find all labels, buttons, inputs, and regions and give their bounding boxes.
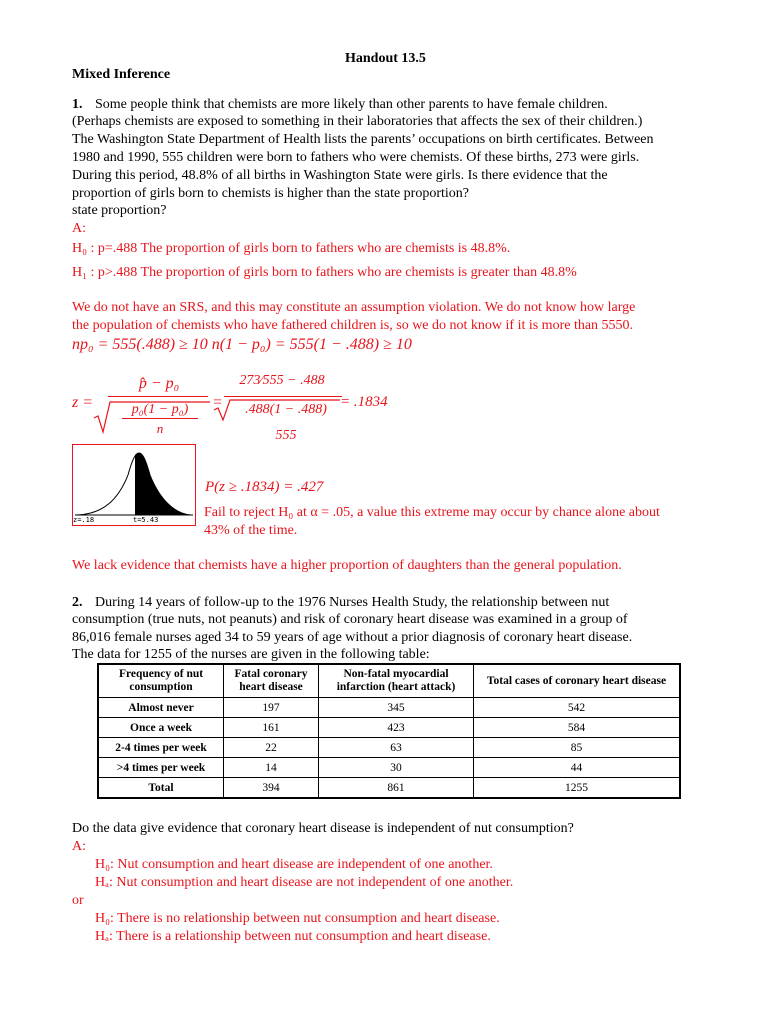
q1-text-line: During this period, 48.8% of all births in Washington State were girls. Is there evidence that the — [72, 168, 608, 183]
table-row — [98, 758, 680, 778]
z-numerator: p̂ − p₀ — [138, 375, 180, 392]
z-denominator-n-value: 555 — [275, 428, 297, 443]
q2-null-hypothesis-b: H₀: There is no relationship between nut consumption and heart disease. — [95, 911, 500, 926]
q1-assumption-line: the population of chemists who have fathered children is, so we do not know if it is more than 5550. — [72, 318, 634, 333]
table-header: Total cases of coronary heart disease — [474, 664, 681, 698]
table-cell: 161 — [224, 718, 319, 738]
table-header: Frequency of nut consumption — [98, 664, 224, 698]
page-title: Handout 13.5 — [345, 51, 426, 66]
q2-or-label: or — [72, 893, 84, 908]
table-cell: 1255 — [474, 778, 681, 799]
normal-curve-graph — [72, 444, 196, 526]
q1-text-line: proportion of girls born to chemists is higher than the state proportion? — [72, 186, 469, 201]
q2-answer-label: A: — [72, 839, 86, 854]
table-cell: 22 — [224, 738, 319, 758]
q1-text-line: (Perhaps chemists are exposed to something in their laboratories that affects the sex of their children.) — [72, 114, 643, 129]
z-numerator-values: 273⁄555 − .488 — [239, 373, 325, 388]
graph-right-label: t=5.43 — [133, 516, 159, 524]
z-denominator-n: n — [156, 421, 164, 436]
q1-final-conclusion: We lack evidence that chemists have a higher proportion of daughters than the general population. — [72, 558, 622, 573]
table-cell: 30 — [319, 758, 474, 778]
q1-null-hypothesis: H₀ : p=.488 The proportion of girls born to fathers who are chemists is 48.8%. — [72, 241, 511, 256]
q2-text-line: During 14 years of follow-up to the 1976 Nurses Health Study, the relationship between nut — [95, 595, 610, 610]
q2-question: Do the data give evidence that coronary heart disease is independent of nut consumption? — [72, 821, 574, 836]
q1-text-line: 1980 and 1990, 555 children were born to fathers who were chemists. Of these births, 273 were girls. — [72, 150, 640, 165]
q1-alt-hypothesis: H₁ : p>.488 The proportion of girls born to fathers who are chemists is greater than 48.8% — [72, 265, 577, 280]
q1-p-value: P(z ≥ .1834) = .427 — [205, 479, 324, 495]
table-cell: 394 — [224, 778, 319, 799]
z-formula — [72, 372, 392, 444]
q1-assumption-line: We do not have an SRS, and this may constitute an assumption violation. We do not know how large — [72, 300, 636, 315]
q2-text-line: 86,016 female nurses aged 34 to 59 years of age without a prior diagnosis of coronary heart disease. — [72, 630, 633, 645]
q1-answer-label: A: — [72, 221, 86, 236]
q1-conclusion-line: Fail to reject H₀ at α = .05, a value this extreme may occur by chance alone about — [204, 505, 660, 520]
z-lhs: z = — [72, 394, 94, 411]
q1-text-line: Some people think that chemists are more likely than other parents to have female children. — [95, 97, 608, 112]
table-cell: 542 — [474, 698, 681, 718]
z-denominator: p₀(1 − p₀) — [131, 402, 189, 417]
z-denominator-values: .488(1 − .488) — [245, 402, 327, 417]
q2-null-hypothesis-a: H₀: Nut consumption and heart disease are independent of one another. — [95, 857, 493, 872]
table-cell: 85 — [474, 738, 681, 758]
table-cell: >4 times per week — [98, 758, 224, 778]
q1-conditions: np₀ = 555(.488) ≥ 10 n(1 − p₀) = 555(1 − .488) ≥ 10 — [72, 336, 412, 353]
q1-number: 1. — [72, 97, 83, 112]
section-title: Mixed Inference — [72, 67, 171, 82]
table-header-row — [98, 664, 680, 698]
q2-number: 2. — [72, 595, 83, 610]
q1-conclusion-line: 43% of the time. — [204, 523, 298, 538]
table-cell: Total — [98, 778, 224, 799]
table-row — [98, 738, 680, 758]
q2-alt-hypothesis-a: Hₐ: Nut consumption and heart disease are not independent of one another. — [95, 875, 514, 890]
q2-text-line: consumption (true nuts, not peanuts) and risk of coronary heart disease was examined in a group of — [72, 612, 628, 627]
z-fraction-bar — [108, 396, 208, 397]
table-cell: 14 — [224, 758, 319, 778]
table-header: Non-fatal myocardial infarction (heart attack) — [319, 664, 474, 698]
table-cell: 584 — [474, 718, 681, 738]
q1-text-line: state proportion? — [72, 203, 167, 218]
table-cell: 423 — [319, 718, 474, 738]
q1-text-line: The Washington State Department of Health lists the parents’ occupations on birth certificates. Between — [72, 132, 654, 147]
q2-alt-hypothesis-b: Hₐ: There is a relationship between nut consumption and heart disease. — [95, 929, 491, 944]
table-cell: 197 — [224, 698, 319, 718]
table-cell: 2-4 times per week — [98, 738, 224, 758]
table-row — [98, 718, 680, 738]
table-cell: 345 — [319, 698, 474, 718]
table-cell: Once a week — [98, 718, 224, 738]
equals-sign: = — [212, 394, 223, 411]
z-result: = .1834 — [340, 394, 388, 410]
table-row — [98, 778, 680, 799]
graph-left-label: z=.18 — [73, 516, 95, 524]
table-row — [98, 698, 680, 718]
table-cell: 861 — [319, 778, 474, 799]
z-inner-bar — [122, 418, 198, 419]
q2-text-line: The data for 1255 of the nurses are given in the following table: — [72, 647, 430, 662]
table-header: Fatal coronary heart disease — [224, 664, 319, 698]
table-cell: 44 — [474, 758, 681, 778]
z-values-fraction-bar — [224, 396, 342, 397]
table-cell: 63 — [319, 738, 474, 758]
table-cell: Almost never — [98, 698, 224, 718]
normal-curve-svg — [73, 445, 195, 525]
nut-consumption-table — [97, 663, 681, 799]
